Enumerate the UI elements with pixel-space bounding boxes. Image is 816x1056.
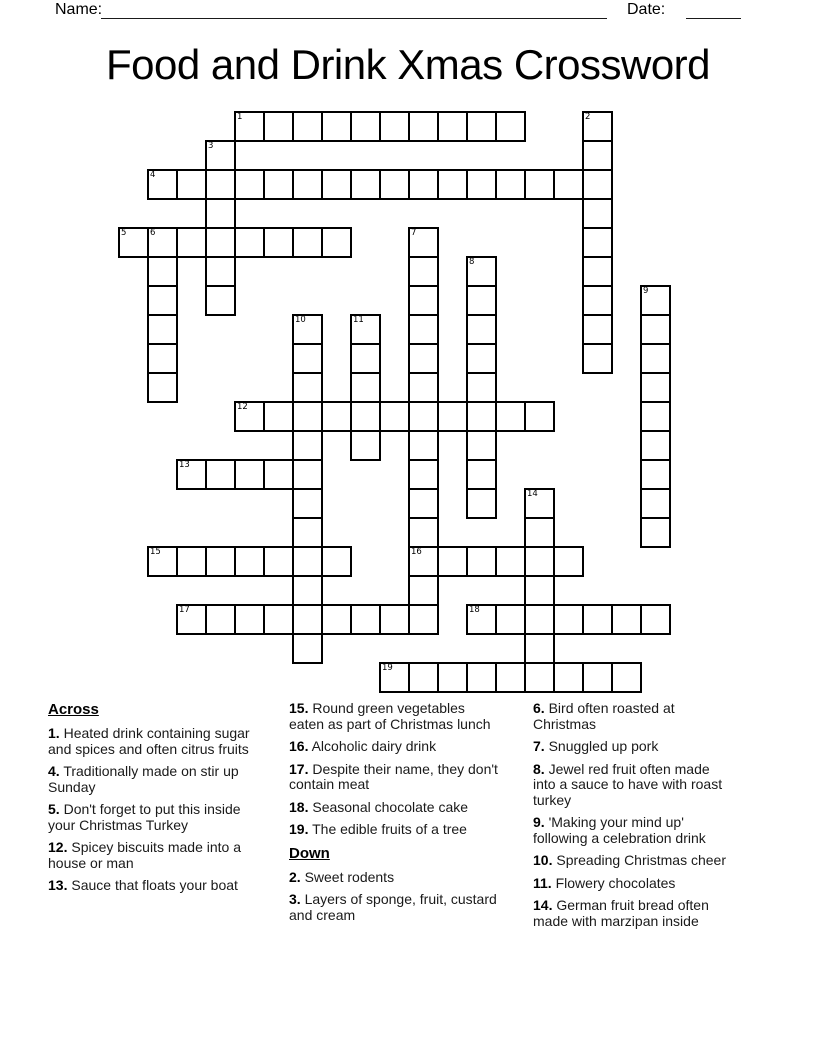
grid-cell[interactable] — [234, 459, 265, 490]
grid-cell[interactable] — [524, 488, 555, 519]
grid-cell[interactable] — [263, 401, 294, 432]
clue-text: Layers of sponge, fruit, custard and cream — [289, 891, 497, 923]
clue-number: 14. — [533, 897, 553, 913]
grid-cell[interactable] — [524, 575, 555, 606]
grid-cell[interactable] — [640, 401, 671, 432]
grid-cell[interactable] — [205, 169, 236, 200]
clue-number: 1. — [48, 725, 60, 741]
clue-text: The edible fruits of a tree — [308, 821, 467, 837]
grid-cell[interactable] — [321, 604, 352, 635]
grid-cell[interactable] — [466, 372, 497, 403]
grid-cell[interactable] — [234, 111, 265, 142]
clue-item — [289, 762, 499, 793]
clue-item — [533, 815, 729, 846]
date-label: Date: — [627, 1, 666, 18]
grid-cell[interactable] — [582, 256, 613, 287]
grid-cell[interactable] — [553, 662, 584, 693]
clue-item — [48, 840, 252, 871]
grid-cell[interactable] — [524, 401, 555, 432]
clue-number: 9. — [533, 814, 545, 830]
cell-clue-number: 19 — [382, 663, 393, 673]
grid-cell[interactable] — [437, 662, 468, 693]
clue-item — [533, 876, 729, 892]
cell-clue-number: 6 — [150, 228, 156, 238]
grid-cell[interactable] — [437, 546, 468, 577]
grid-cell[interactable] — [408, 546, 439, 577]
grid-cell[interactable] — [292, 575, 323, 606]
clue-item — [533, 853, 729, 869]
clue-number: 5. — [48, 801, 60, 817]
grid-cell[interactable] — [466, 488, 497, 519]
grid-cell[interactable] — [350, 604, 381, 635]
clue-number: 12. — [48, 839, 68, 855]
grid-cell[interactable] — [292, 372, 323, 403]
grid-cell[interactable] — [408, 662, 439, 693]
clue-text: Spreading Christmas cheer — [552, 852, 726, 868]
grid-cell[interactable] — [495, 546, 526, 577]
clue-number: 4. — [48, 763, 60, 779]
cell-clue-number: 14 — [527, 489, 538, 499]
grid-cell[interactable] — [524, 169, 555, 200]
grid-cell[interactable] — [495, 111, 526, 142]
grid-cell[interactable] — [176, 459, 207, 490]
clue-text: Jewel red fruit often made into a sauce to have with roast turkey — [533, 760, 723, 808]
clue-item — [289, 701, 499, 732]
clue-item — [533, 898, 729, 929]
grid-cell[interactable] — [234, 169, 265, 200]
clue-text: 'Making your mind up' following a celebration drink — [533, 814, 706, 846]
grid-cell[interactable] — [466, 111, 497, 142]
clues-column-3 — [533, 701, 729, 936]
cell-clue-number: 18 — [469, 605, 480, 615]
grid-cell[interactable] — [408, 285, 439, 316]
grid-cell[interactable] — [234, 546, 265, 577]
grid-cell[interactable] — [466, 430, 497, 461]
grid-cell[interactable] — [147, 169, 178, 200]
cell-clue-number: 1 — [237, 112, 243, 122]
date-field[interactable] — [686, 2, 741, 19]
grid-cell[interactable] — [524, 662, 555, 693]
grid-cell[interactable] — [582, 227, 613, 258]
grid-cell[interactable] — [292, 169, 323, 200]
cell-clue-number: 4 — [150, 170, 156, 180]
grid-cell[interactable] — [553, 546, 584, 577]
grid-cell[interactable] — [408, 430, 439, 461]
grid-cell[interactable] — [350, 401, 381, 432]
clue-text: German fruit bread often made with marzipan inside — [533, 897, 709, 929]
clue-item — [289, 739, 499, 755]
clue-number: 15. — [289, 700, 309, 716]
cell-clue-number: 2 — [585, 112, 591, 122]
cell-clue-number: 3 — [208, 141, 214, 151]
grid-cell[interactable] — [408, 343, 439, 374]
grid-cell[interactable] — [582, 111, 613, 142]
grid-cell[interactable] — [205, 459, 236, 490]
grid-cell[interactable] — [205, 546, 236, 577]
clue-number: 16. — [289, 738, 309, 754]
grid-cell[interactable] — [176, 227, 207, 258]
cell-clue-number: 11 — [353, 315, 364, 325]
clue-text: Sweet rodents — [300, 868, 395, 885]
grid-cell[interactable] — [350, 343, 381, 374]
grid-cell[interactable] — [495, 662, 526, 693]
crossword-grid — [118, 111, 671, 693]
across-heading: Across — [48, 701, 99, 718]
grid-cell[interactable] — [205, 256, 236, 287]
cell-clue-number: 15 — [150, 547, 161, 557]
clues-column-1 — [48, 701, 252, 901]
grid-cell[interactable] — [408, 488, 439, 519]
grid-cell[interactable] — [640, 517, 671, 548]
grid-cell[interactable] — [582, 169, 613, 200]
grid-cell[interactable] — [176, 169, 207, 200]
clue-text: Snuggled up pork — [544, 738, 659, 754]
grid-cell[interactable] — [495, 401, 526, 432]
grid-cell[interactable] — [466, 401, 497, 432]
grid-cell[interactable] — [292, 401, 323, 432]
grid-cell[interactable] — [437, 169, 468, 200]
grid-cell[interactable] — [292, 488, 323, 519]
cell-clue-number: 16 — [411, 547, 422, 557]
grid-cell[interactable] — [147, 285, 178, 316]
grid-cell[interactable] — [379, 401, 410, 432]
grid-cell[interactable] — [292, 633, 323, 664]
grid-cell[interactable] — [437, 111, 468, 142]
clue-number: 19. — [289, 821, 309, 837]
clue-item — [48, 802, 252, 833]
grid-cell[interactable] — [350, 430, 381, 461]
grid-cell[interactable] — [640, 372, 671, 403]
grid-cell[interactable] — [234, 401, 265, 432]
cell-clue-number: 5 — [121, 228, 127, 238]
grid-cell[interactable] — [292, 314, 323, 345]
clue-text: Sauce that floats your boat — [67, 877, 238, 893]
cell-clue-number: 10 — [295, 315, 306, 325]
grid-cell[interactable] — [321, 111, 352, 142]
grid-cell[interactable] — [408, 517, 439, 548]
grid-cell[interactable] — [640, 285, 671, 316]
grid-cell[interactable] — [234, 227, 265, 258]
clue-item — [48, 726, 252, 757]
grid-cell[interactable] — [379, 662, 410, 693]
grid-cell[interactable] — [408, 314, 439, 345]
clue-number: 6. — [533, 700, 545, 716]
clue-item — [48, 878, 252, 894]
grid-cell[interactable] — [263, 604, 294, 635]
clue-number: 7. — [533, 738, 545, 754]
cell-clue-number: 7 — [411, 228, 417, 238]
grid-cell[interactable] — [292, 546, 323, 577]
grid-cell[interactable] — [292, 343, 323, 374]
grid-cell[interactable] — [495, 604, 526, 635]
grid-cell[interactable] — [205, 285, 236, 316]
grid-cell[interactable] — [350, 372, 381, 403]
grid-cell[interactable] — [495, 169, 526, 200]
grid-cell[interactable] — [147, 227, 178, 258]
clue-text: Seasonal chocolate cake — [308, 798, 469, 815]
grid-cell[interactable] — [379, 169, 410, 200]
grid-cell[interactable] — [611, 604, 642, 635]
clue-item — [289, 870, 499, 886]
clue-number: 17. — [289, 760, 309, 777]
grid-cell[interactable] — [205, 227, 236, 258]
grid-cell[interactable] — [292, 111, 323, 142]
grid-cell[interactable] — [466, 343, 497, 374]
clue-text: Despite their name, they don't contain meat — [289, 760, 498, 792]
clue-item — [533, 762, 729, 809]
grid-cell[interactable] — [234, 604, 265, 635]
grid-cell[interactable] — [466, 169, 497, 200]
clue-number: 18. — [289, 798, 309, 815]
grid-cell[interactable] — [321, 227, 352, 258]
grid-cell[interactable] — [524, 517, 555, 548]
name-label: Name: — [55, 1, 103, 18]
grid-cell[interactable] — [611, 662, 642, 693]
grid-cell[interactable] — [524, 604, 555, 635]
clue-number: 10. — [533, 852, 553, 868]
grid-cell[interactable] — [640, 314, 671, 345]
clue-text: Alcoholic dairy drink — [308, 738, 437, 754]
grid-cell[interactable] — [553, 169, 584, 200]
grid-cell[interactable] — [379, 111, 410, 142]
grid-cell[interactable] — [292, 430, 323, 461]
grid-cell[interactable] — [524, 546, 555, 577]
grid-cell[interactable] — [582, 198, 613, 229]
grid-cell[interactable] — [408, 401, 439, 432]
clue-text: Spicey biscuits made into a house or man — [48, 839, 241, 871]
clue-number: 2. — [289, 868, 301, 885]
grid-cell[interactable] — [176, 604, 207, 635]
clue-number: 3. — [289, 891, 301, 907]
grid-cell[interactable] — [640, 488, 671, 519]
grid-cell[interactable] — [321, 546, 352, 577]
cell-clue-number: 12 — [237, 402, 248, 412]
grid-cell[interactable] — [147, 256, 178, 287]
clue-item — [48, 764, 252, 795]
grid-cell[interactable] — [582, 662, 613, 693]
cell-clue-number: 8 — [469, 257, 475, 267]
clue-number: 13. — [48, 877, 68, 893]
clue-item — [289, 800, 499, 816]
grid-cell[interactable] — [408, 227, 439, 258]
grid-cell[interactable] — [118, 227, 149, 258]
grid-cell[interactable] — [582, 285, 613, 316]
grid-cell[interactable] — [582, 314, 613, 345]
grid-cell[interactable] — [205, 198, 236, 229]
grid-cell[interactable] — [408, 256, 439, 287]
cell-clue-number: 13 — [179, 460, 190, 470]
grid-cell[interactable] — [640, 459, 671, 490]
grid-cell[interactable] — [205, 140, 236, 171]
clues-column-2 — [289, 701, 499, 930]
grid-cell[interactable] — [466, 662, 497, 693]
grid-cell[interactable] — [437, 401, 468, 432]
grid-cell[interactable] — [524, 633, 555, 664]
clue-text: Heated drink containing sugar and spices and often citrus fruits — [48, 725, 250, 757]
clue-text: Bird often roasted at Christmas — [533, 700, 675, 732]
grid-cell[interactable] — [205, 604, 236, 635]
grid-cell[interactable] — [582, 343, 613, 374]
grid-cell[interactable] — [466, 604, 497, 635]
clue-number: 8. — [533, 760, 545, 777]
grid-cell[interactable] — [408, 169, 439, 200]
grid-cell[interactable] — [350, 169, 381, 200]
grid-cell[interactable] — [147, 372, 178, 403]
down-heading: Down — [289, 844, 330, 862]
clue-item — [289, 822, 499, 838]
grid-cell[interactable] — [582, 140, 613, 171]
grid-cell[interactable] — [640, 604, 671, 635]
grid-cell[interactable] — [292, 517, 323, 548]
clue-text: Flowery chocolates — [551, 874, 676, 891]
grid-cell[interactable] — [147, 343, 178, 374]
grid-cell[interactable] — [379, 604, 410, 635]
grid-cell[interactable] — [466, 546, 497, 577]
grid-cell[interactable] — [350, 314, 381, 345]
grid-cell[interactable] — [466, 256, 497, 287]
clue-item — [533, 739, 729, 755]
grid-cell[interactable] — [263, 546, 294, 577]
grid-cell[interactable] — [263, 169, 294, 200]
grid-cell[interactable] — [263, 111, 294, 142]
grid-cell[interactable] — [408, 111, 439, 142]
clue-text: Don't forget to put this inside your Christmas Turkey — [48, 801, 241, 833]
clue-number: 11. — [533, 874, 552, 891]
page-title: Food and Drink Xmas Crossword — [105, 41, 711, 88]
grid-cell[interactable] — [292, 227, 323, 258]
grid-cell[interactable] — [408, 459, 439, 490]
grid-cell[interactable] — [292, 459, 323, 490]
grid-cell[interactable] — [147, 546, 178, 577]
clue-item — [533, 701, 729, 732]
clue-text: Round green vegetables eaten as part of Christmas lunch — [289, 700, 491, 732]
grid-cell[interactable] — [321, 169, 352, 200]
grid-cell[interactable] — [263, 459, 294, 490]
grid-cell[interactable] — [466, 459, 497, 490]
clue-item — [289, 892, 499, 923]
grid-cell[interactable] — [350, 111, 381, 142]
grid-cell[interactable] — [466, 314, 497, 345]
grid-cell[interactable] — [176, 546, 207, 577]
name-field[interactable] — [101, 2, 607, 19]
cell-clue-number: 9 — [643, 286, 649, 296]
grid-cell[interactable] — [408, 372, 439, 403]
grid-cell[interactable] — [553, 604, 584, 635]
grid-cell[interactable] — [466, 285, 497, 316]
grid-cell[interactable] — [321, 401, 352, 432]
grid-cell[interactable] — [640, 343, 671, 374]
grid-cell[interactable] — [640, 430, 671, 461]
clue-text: Traditionally made on stir up Sunday — [48, 763, 239, 795]
grid-cell[interactable] — [263, 227, 294, 258]
grid-cell[interactable] — [292, 604, 323, 635]
grid-cell[interactable] — [408, 604, 439, 635]
grid-cell[interactable] — [582, 604, 613, 635]
grid-cell[interactable] — [408, 575, 439, 606]
cell-clue-number: 17 — [179, 605, 190, 615]
grid-cell[interactable] — [147, 314, 178, 345]
